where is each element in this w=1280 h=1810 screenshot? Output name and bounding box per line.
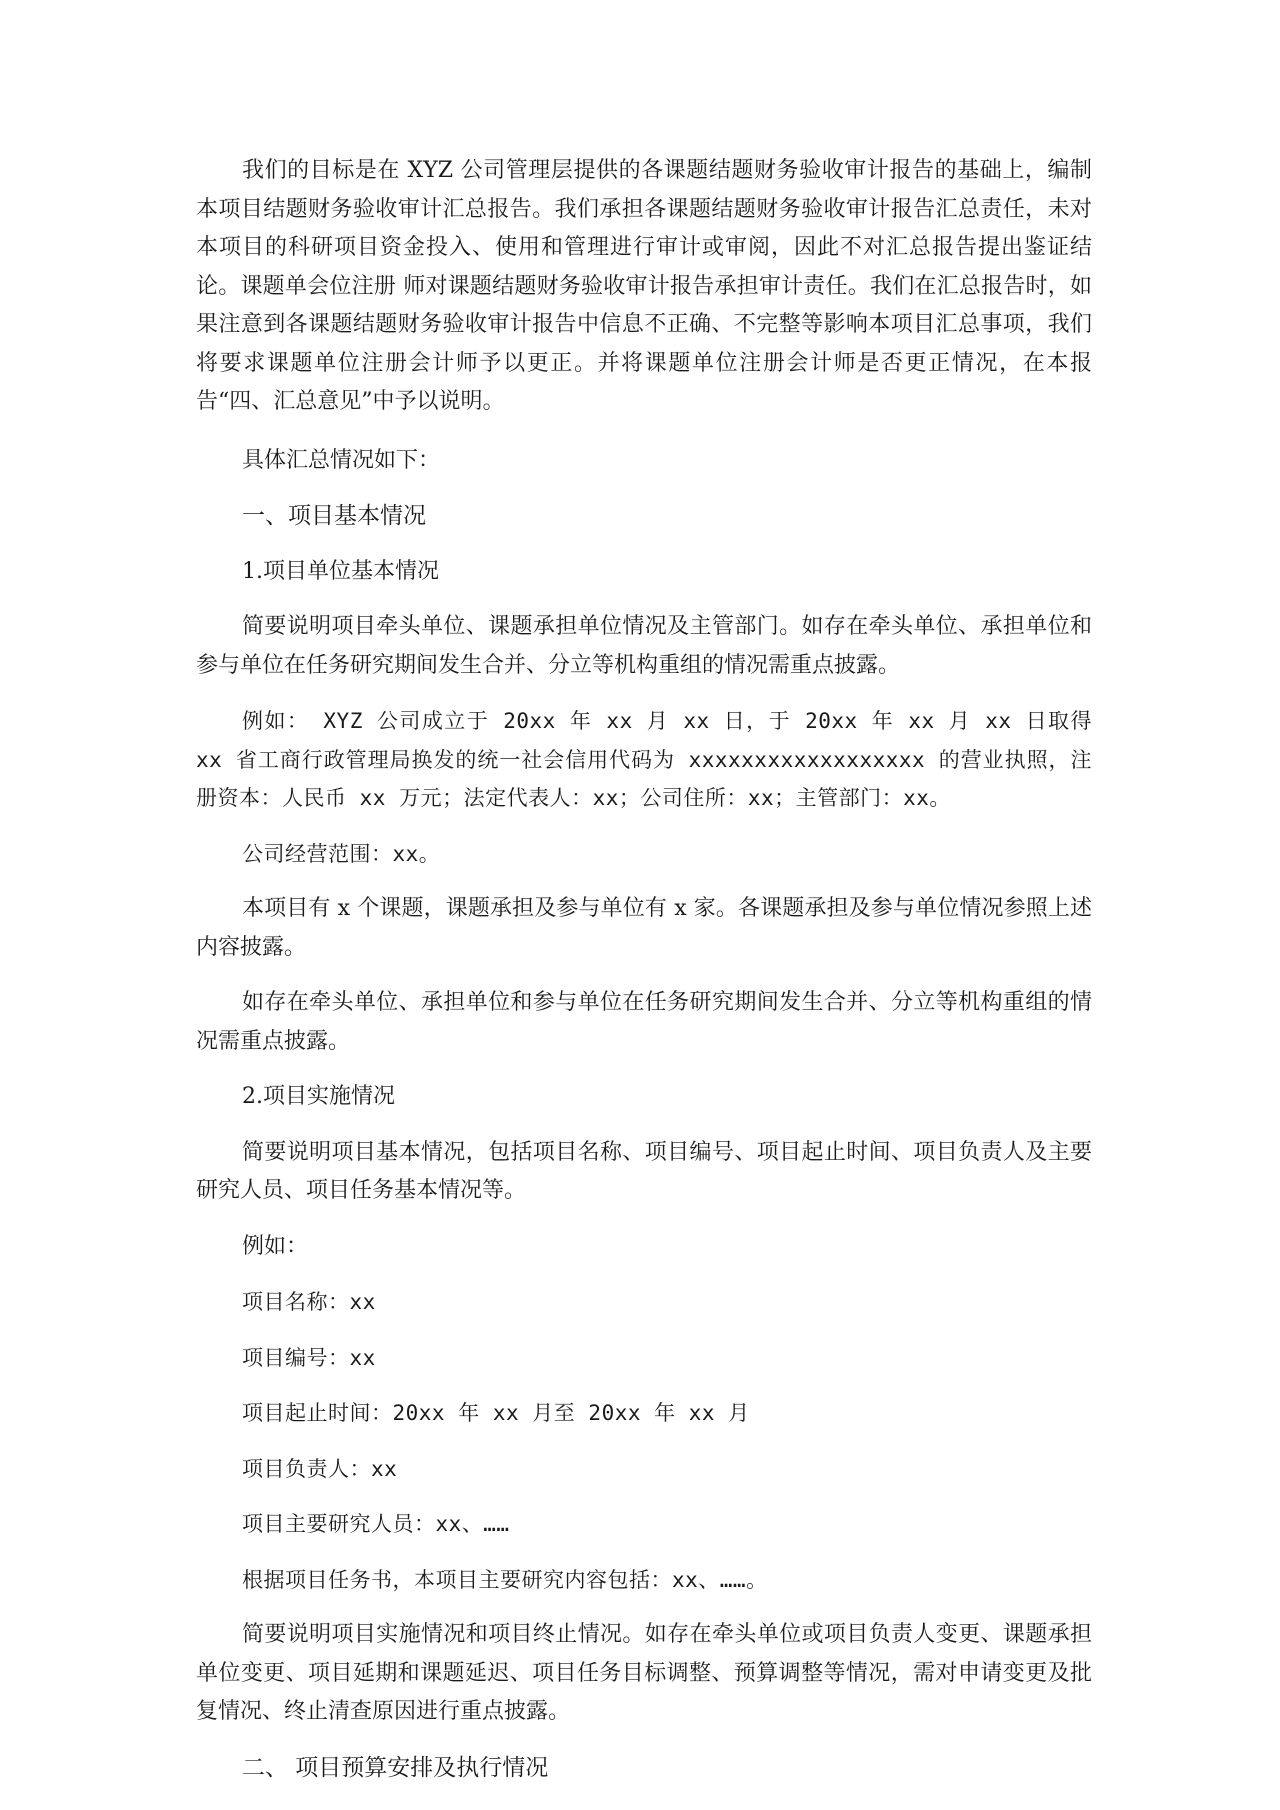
document-page [196, 152, 1092, 1787]
paragraph-company-example: 例如： XYZ 公司成立于 20xx 年 xx 月 xx 日，于 20xx 年 xx 月 xx 日取得 xx 省工商行政管理局换发的统一社会信用代码为 xxxxxxxxxxxxxxxxxx 的营业执照，注册资本：人民币 xx 万元；法定代表人：xx；公司住所：xx；主管部门：xx。 [196, 709, 1092, 810]
paragraph-implementation-description: 简要说明项目基本情况，包括项目名称、项目编号、项目起止时间、项目负责人及主要研究人员、项目任务基本情况等。 [196, 1139, 1092, 1203]
field-project-period: 项目起止时间：20xx 年 xx 月至 20xx 年 xx 月 [242, 1401, 750, 1425]
paragraph-restructuring: 如存在牵头单位、承担单位和参与单位在任务研究期间发生合并、分立等机构重组的情况需重点披露。 [196, 990, 1092, 1054]
subheading-unit-basics: 1.项目单位基本情况 [242, 558, 439, 584]
heading-project-basics: 一、项目基本情况 [242, 503, 426, 529]
paragraph-summary-intro: 具体汇总情况如下： [242, 447, 441, 473]
field-project-number: 项目编号：xx [242, 1345, 376, 1370]
paragraph-objective: 我们的目标是在 XYZ 公司管理层提供的各课题结题财务验收审计报告的基础上，编制本项目结题财务验收审计汇总报告。我们承担各课题结题财务验收审计报告汇总责任，未对本项目的科研项目资金投入、使用和管理进行审计或审阅，因此不对汇总报告提出鉴证结论。课题单会位注册 师对课题结题财务验收审计报告承担审计责任。我们在汇总报告时，如果注意到各课题结题财务验收审计报告中信息不正确、不完整等影响本项目汇总事项，我们将要求课题单位注册会计师予以更正。并将课题单位注册会计师是否更正情况，在本报告“四、汇总意见”中予以说明。 [196, 158, 1092, 414]
paragraph-example-label: 例如： [242, 1233, 309, 1259]
paragraph-unit-description: 简要说明项目牵头单位、课题承担单位情况及主管部门。如存在牵头单位、承担单位和参与单位在任务研究期间发生合并、分立等机构重组的情况需重点披露。 [196, 614, 1092, 678]
paragraph-business-scope: 公司经营范围：xx。 [242, 841, 441, 866]
field-project-name: 项目名称：xx [242, 1290, 376, 1314]
paragraph-termination: 简要说明项目实施情况和项目终止情况。如存在牵头单位或项目负责人变更、课题承担单位变更、项目延期和课题延迟、项目任务目标调整、预算调整等情况，需对申请变更及批复情况、终止清查原因进行重点披露。 [196, 1622, 1092, 1724]
field-research-content: 根据项目任务书，本项目主要研究内容包括：xx、……。 [242, 1567, 768, 1592]
heading-budget-execution: 二、 项目预算安排及执行情况 [242, 1754, 549, 1781]
subheading-implementation: 2.项目实施情况 [242, 1084, 395, 1109]
field-main-researchers: 项目主要研究人员：xx、…… [242, 1512, 510, 1536]
paragraph-topic-count: 本项目有 x 个课题，课题承担及参与单位有 x 家。各课题承担及参与单位情况参照上述内容披露。 [196, 896, 1092, 960]
field-project-leader: 项目负责人：xx [242, 1456, 398, 1481]
